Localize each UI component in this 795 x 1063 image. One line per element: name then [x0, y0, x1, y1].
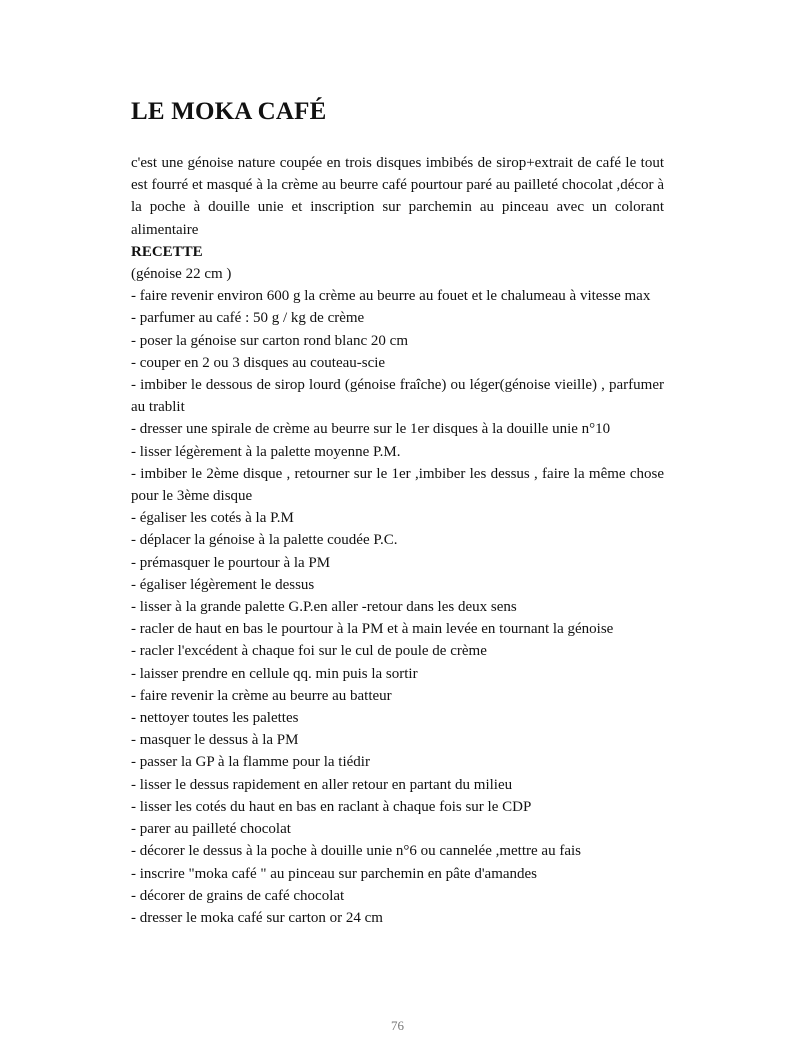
recipe-step: - lisser le dessus rapidement en aller retour en partant du milieu: [131, 776, 513, 793]
recipe-steps-list: [131, 285, 664, 929]
recipe-subtitle: (génoise 22 cm ): [131, 266, 232, 283]
recipe-step: - lisser légèrement à la palette moyenne P.M.: [131, 443, 401, 460]
recipe-step: - lisser à la grande palette G.P.en aller -retour dans les deux sens: [131, 599, 517, 616]
recipe-step: - dresser le moka café sur carton or 24 cm: [131, 909, 383, 926]
recipe-step: - déplacer la génoise à la palette coudée P.C.: [131, 532, 398, 549]
recipe-step: - faire revenir la crème au beurre au batteur: [131, 687, 392, 704]
recipe-step: - égaliser légèrement le dessus: [131, 576, 315, 593]
recipe-step: - décorer de grains de café chocolat: [131, 887, 345, 904]
recipe-step: - racler l'excédent à chaque foi sur le cul de poule de crème: [131, 643, 487, 660]
recipe-step: - parer au pailleté chocolat: [131, 821, 291, 838]
recipe-heading: RECETTE: [131, 243, 203, 260]
recipe-step: - passer la GP à la flamme pour la tiédir: [131, 754, 370, 771]
document-body: [131, 152, 664, 929]
recipe-step: - laisser prendre en cellule qq. min puis la sortir: [131, 665, 418, 682]
recipe-step: - lisser les cotés du haut en bas en raclant à chaque fois sur le CDP: [131, 798, 532, 815]
recipe-step: - inscrire "moka café " au pinceau sur parchemin en pâte d'amandes: [131, 865, 538, 882]
recipe-step: - égaliser les cotés à la P.M: [131, 510, 294, 527]
recipe-step: - dresser une spirale de crème au beurre sur le 1er disques à la douille unie n°10: [131, 421, 611, 438]
recipe-step: - faire revenir environ 600 g la crème au beurre au fouet et le chalumeau à vitesse max: [131, 288, 651, 305]
recipe-step: - prémasquer le pourtour à la PM: [131, 554, 331, 571]
recipe-step: - poser la génoise sur carton rond blanc 20 cm: [131, 332, 408, 349]
recipe-step: - racler de haut en bas le pourtour à la PM et à main levée en tournant la génoise: [131, 621, 614, 638]
recipe-step: - parfumer au café : 50 g / kg de crème: [131, 310, 365, 327]
recipe-step: - imbiber le 2ème disque , retourner sur le 1er ,imbiber les dessus , faire la même chose pour le 3ème disque: [131, 465, 664, 505]
page-number: 76: [391, 1018, 404, 1033]
recipe-step: - nettoyer toutes les palettes: [131, 710, 299, 727]
recipe-step: - masquer le dessus à la PM: [131, 732, 299, 749]
page-title: LE MOKA CAFÉ: [131, 98, 327, 125]
recipe-step: - couper en 2 ou 3 disques au couteau-scie: [131, 354, 386, 371]
recipe-step: - imbiber le dessous de sirop lourd (génoise fraîche) ou léger(génoise vieille) , parfumer au trablit: [131, 377, 664, 416]
intro-paragraph: c'est une génoise nature coupée en trois disques imbibés de sirop+extrait de café le tout est fourré et masqué à la crème au beurre café pourtour paré au pailleté chocolat ,décor à la poche à douille unie et inscription sur parchemin au pinceau avec un colorant alimentaire: [131, 155, 664, 238]
recipe-step: - décorer le dessus à la poche à douille unie n°6 ou cannelée ,mettre au fais: [131, 843, 581, 860]
